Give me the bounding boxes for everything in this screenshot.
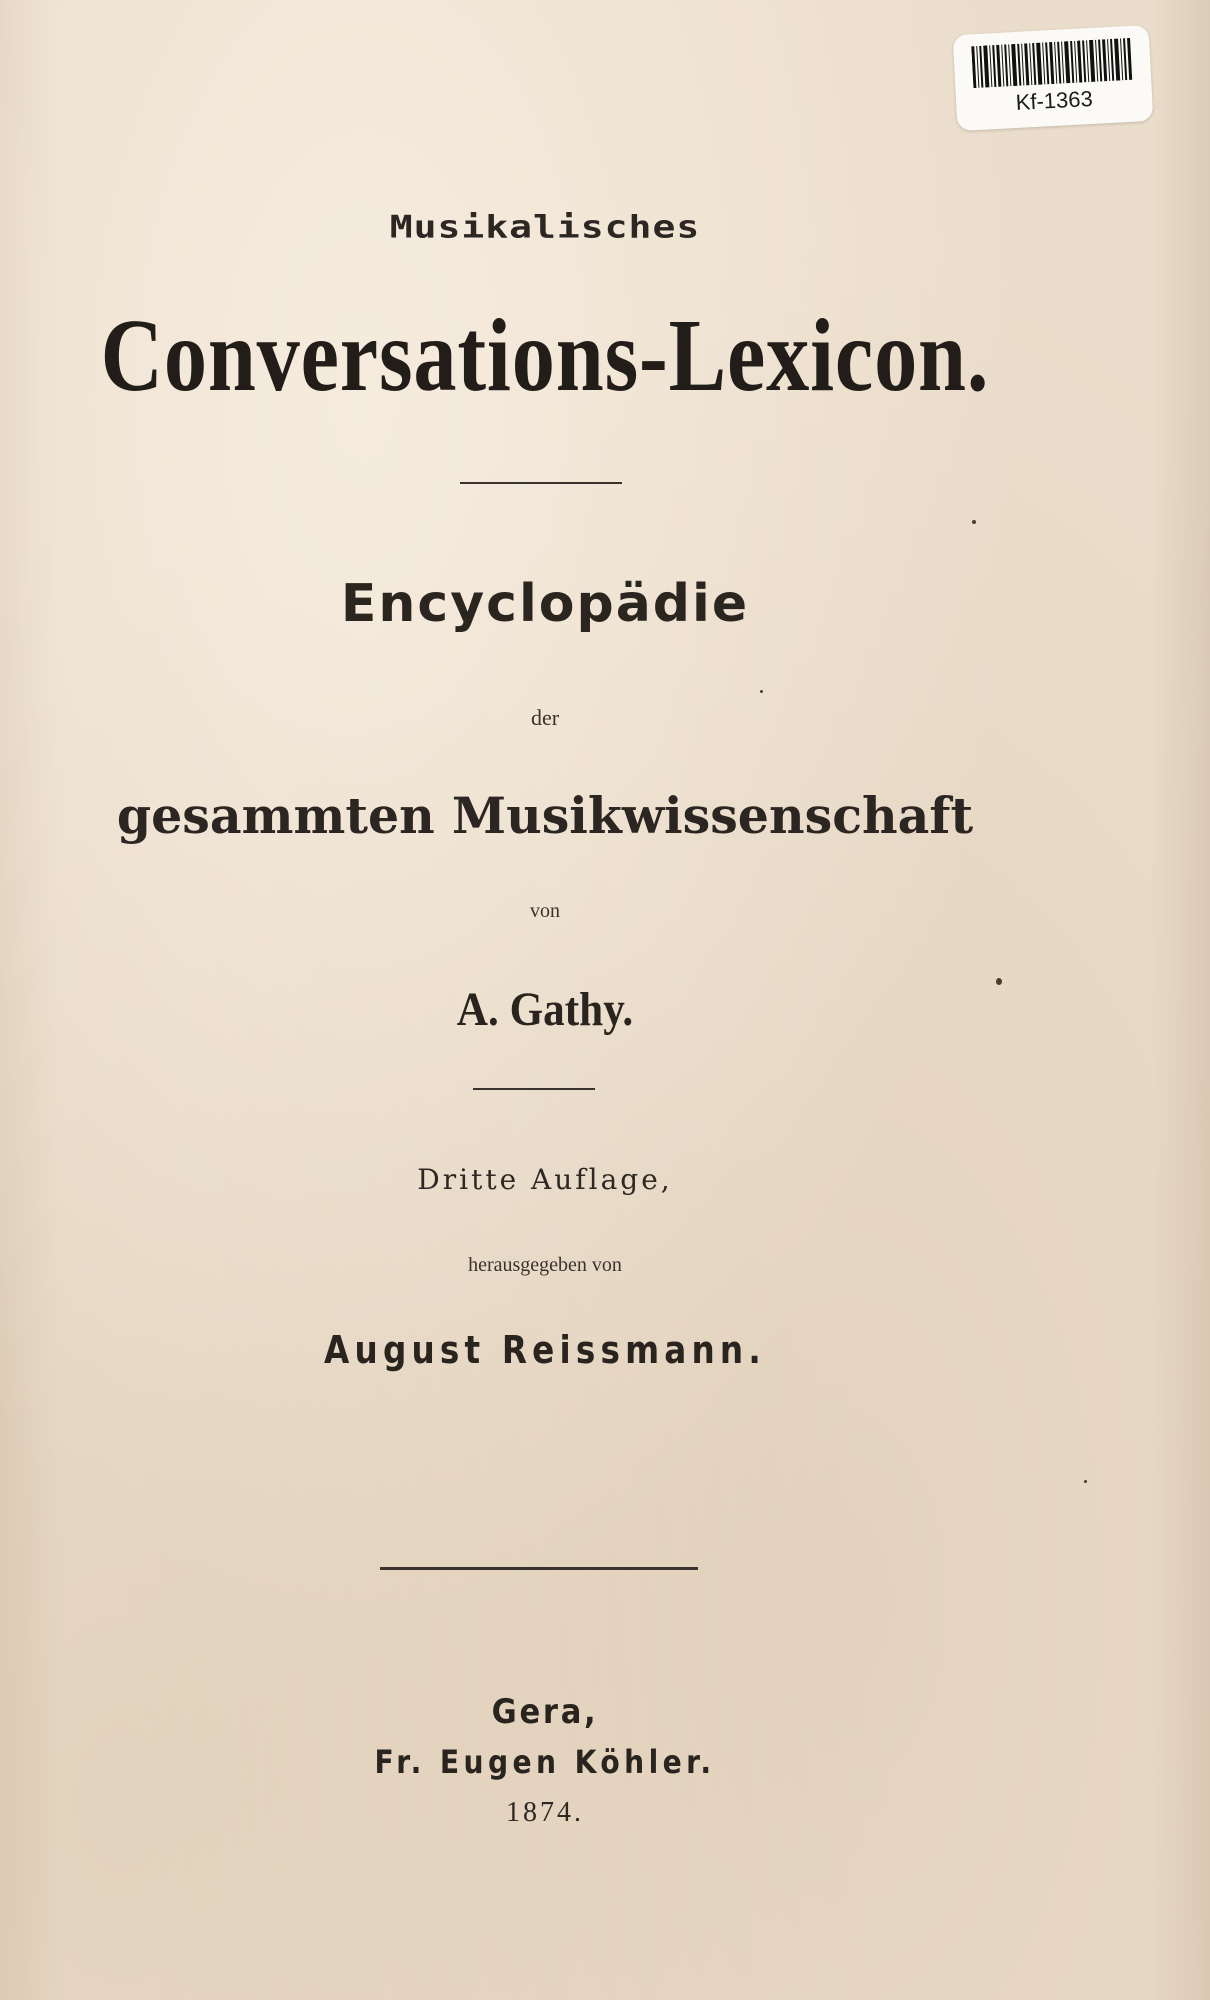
author-name: A. Gathy.	[456, 983, 634, 1036]
subtitle-musicology: gesammten Musikwissenschaft	[116, 786, 974, 845]
paper-speck	[760, 690, 763, 693]
divider-rule	[473, 1088, 595, 1090]
subtitle-connector: der	[530, 705, 560, 730]
imprint-year: 1874.	[506, 1797, 584, 1828]
barcode-icon	[971, 38, 1133, 88]
divider-rule	[460, 482, 622, 484]
paper-speck	[996, 978, 1002, 985]
subtitle-encyclopaedia: Encyclopädie	[340, 574, 750, 634]
paper-speck	[972, 520, 976, 524]
shelfmark-text: Kf-1363	[1015, 85, 1094, 115]
imprint-place: Gera,	[491, 1692, 599, 1732]
edition-statement: Dritte Auflage,	[417, 1163, 673, 1196]
main-title: Conversations-Lexicon.	[100, 298, 990, 413]
divider-rule	[380, 1567, 698, 1570]
editor-name: August Reissmann.	[324, 1328, 766, 1372]
library-label	[953, 25, 1154, 131]
paper-speck	[1084, 1480, 1087, 1483]
title-kicker: Musikalisches	[389, 208, 701, 246]
author-connector: von	[530, 900, 560, 922]
editor-connector: herausgegeben von	[468, 1254, 622, 1276]
imprint-publisher: Fr. Eugen Köhler.	[374, 1743, 716, 1781]
